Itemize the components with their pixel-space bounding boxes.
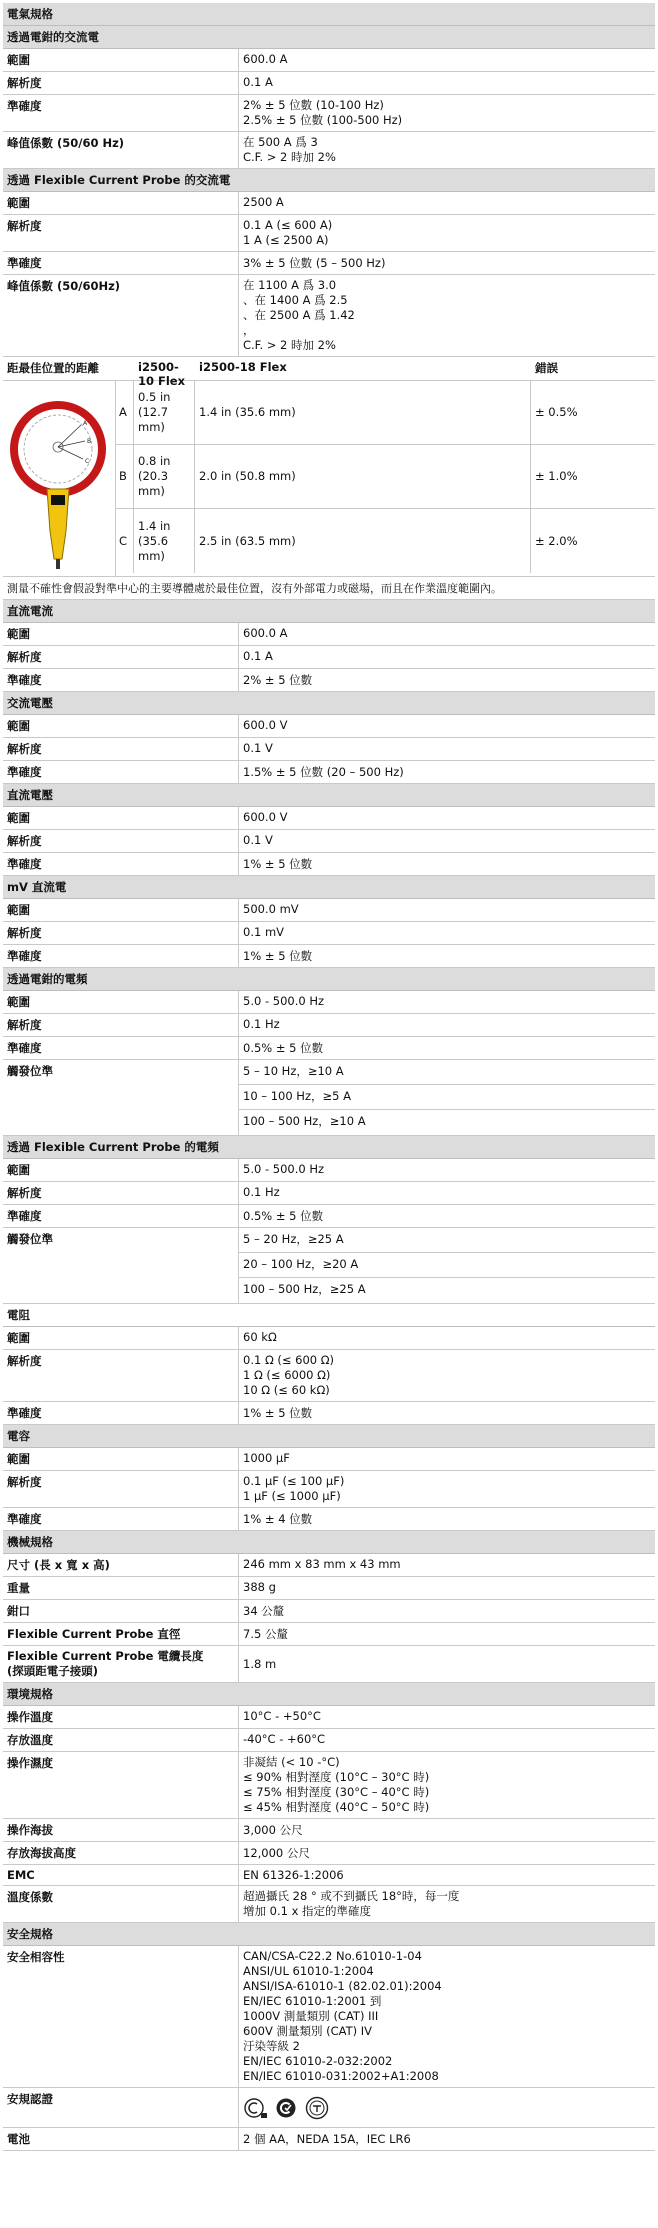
- spec-row: 存放溫度 -40°C - +60°C: [3, 1729, 655, 1752]
- flexible-probe-icon: [3, 381, 115, 573]
- agency-marks: [238, 2088, 655, 2127]
- spec-row: 溫度係數 超過攝氏 28 ° 或不到攝氏 18°時，每一度 增加 0.1 x 指定的準確度: [3, 1886, 655, 1923]
- spec-row: 重量 388 g: [3, 1577, 655, 1600]
- spec-row: Flexible Current Probe 電纜長度 (探頭距電子接頭) 1.8 m: [3, 1646, 655, 1683]
- spec-row: 範圍 1000 µF: [3, 1448, 655, 1471]
- spec-row: 準確度 0.5% ± 5 位數: [3, 1205, 655, 1228]
- spec-row: 鉗口 34 公釐: [3, 1600, 655, 1623]
- section-ac-voltage: 交流電壓: [3, 692, 655, 715]
- position-row-b: B 0.8 in (20.3 mm) 2.0 in (50.8 mm) ± 1.0%: [116, 445, 655, 509]
- svg-text:C: C: [85, 458, 90, 465]
- spec-row: 準確度 1% ± 5 位數: [3, 1402, 655, 1425]
- section-mv-dc: mV 直流電: [3, 876, 655, 899]
- spec-row: 操作濕度 非凝結 (< 10 -°C) ≤ 90% 相對溼度 (10°C – 30°C 時) ≤ 75% 相對溼度 (30°C – 40°C 時) ≤ 45% 相對溼度 (40°C – 50°C 時): [3, 1752, 655, 1819]
- spec-row: 範圍 60 kΩ: [3, 1327, 655, 1350]
- spec-row: 解析度 0.1 A (≤ 600 A) 1 A (≤ 2500 A): [3, 215, 655, 252]
- section-capacitance: 電容: [3, 1425, 655, 1448]
- spec-row: 範圍 2500 A: [3, 192, 655, 215]
- section-environmental: 環境規格: [3, 1683, 655, 1706]
- spec-row: 範圍 500.0 mV: [3, 899, 655, 922]
- spec-row: 準確度 1% ± 5 位數: [3, 945, 655, 968]
- spec-row: 解析度 0.1 mV: [3, 922, 655, 945]
- position-table: [3, 381, 655, 577]
- spec-row: 解析度 0.1 V: [3, 830, 655, 853]
- flexible-probe-diagram: [3, 381, 116, 576]
- spec-row: 解析度 0.1 Ω (≤ 600 Ω) 1 Ω (≤ 6000 Ω) 10 Ω (≤ 60 kΩ): [3, 1350, 655, 1402]
- spec-row: 解析度 0.1 Hz: [3, 1182, 655, 1205]
- spec-row: 操作海拔 3,000 公尺: [3, 1819, 655, 1842]
- spec-row: 安規認證: [3, 2088, 655, 2128]
- section-freq-clamp: 透過電鉗的電頻: [3, 968, 655, 991]
- spec-row: 尺寸 (長 x 寬 x 高) 246 mm x 83 mm x 43 mm: [3, 1554, 655, 1577]
- spec-row: 峰值係數 (50/60 Hz) 在 500 A 爲 3 C.F. > 2 時加 2%: [3, 132, 655, 169]
- spec-row: 峰值係數 (50/60Hz) 在 1100 A 爲 3.0 、在 1400 A 爲 2.5 、在 2500 A 爲 1.42 ， C.F. > 2 時加 2%: [3, 275, 655, 357]
- spec-row: 範圍 600.0 V: [3, 807, 655, 830]
- spec-row: 解析度 0.1 µF (≤ 100 µF) 1 µF (≤ 1000 µF): [3, 1471, 655, 1508]
- section-safety: 安全規格: [3, 1923, 655, 1946]
- spec-row: 範圍 5.0 - 500.0 Hz: [3, 1159, 655, 1182]
- spec-row: 範圍 600.0 A: [3, 49, 655, 72]
- spec-row: 解析度 0.1 V: [3, 738, 655, 761]
- spec-row: 準確度 1% ± 4 位數: [3, 1508, 655, 1531]
- section-dc-current: 直流電流: [3, 600, 655, 623]
- position-row-a: A 0.5 in (12.7 mm) 1.4 in (35.6 mm) ± 0.5%: [116, 381, 655, 445]
- spec-row: 準確度 1% ± 5 位數: [3, 853, 655, 876]
- csa-us-mark-icon: [243, 2097, 267, 2119]
- position-header: 距最佳位置的距離 i2500-10 Flex i2500-18 Flex 錯誤: [3, 357, 655, 381]
- spec-row: 準確度 0.5% ± 5 位數: [3, 1037, 655, 1060]
- spec-row: 準確度 2% ± 5 位數: [3, 669, 655, 692]
- section-ac-flex: 透過 Flexible Current Probe 的交流電: [3, 169, 655, 192]
- c-tick-mark-icon: [275, 2097, 297, 2119]
- position-row-c: C 1.4 in (35.6 mm) 2.5 in (63.5 mm) ± 2.0%: [116, 509, 655, 573]
- spec-row: 準確度 2% ± 5 位數 (10-100 Hz) 2.5% ± 5 位數 (100-500 Hz): [3, 95, 655, 132]
- spec-row: 解析度 0.1 A: [3, 72, 655, 95]
- spec-row: 安全相容性 CAN/CSA-C22.2 No.61010-1-04 ANSI/UL 61010-1:2004 ANSI/ISA-61010-1 (82.02.01):2004 EN/IEC 61010-1:2001 到 1000V 測量類別 (CAT) III 600V 測量類別 (CAT) IV 汙染等級 2 EN/IEC 61010-2-032:2002 EN/IEC 61010-031:2002+A1:2008: [3, 1946, 655, 2088]
- spec-row: 範圍 600.0 A: [3, 623, 655, 646]
- spec-row: 存放海拔高度 12,000 公尺: [3, 1842, 655, 1865]
- spec-row: 準確度 1.5% ± 5 位數 (20 – 500 Hz): [3, 761, 655, 784]
- section-dc-voltage: 直流電壓: [3, 784, 655, 807]
- section-mechanical: 機械規格: [3, 1531, 655, 1554]
- spec-row: 準確度 3% ± 5 位數 (5 – 500 Hz): [3, 252, 655, 275]
- section-ac-clamp: 透過電鉗的交流電: [3, 26, 655, 49]
- spec-row: 觸發位準 5 – 10 Hz，≥10 A 10 – 100 Hz，≥5 A 100 – 500 Hz，≥10 A: [3, 1060, 655, 1136]
- spec-row: 電池 2 個 AA，NEDA 15A，IEC LR6: [3, 2128, 655, 2151]
- spec-row: 解析度 0.1 A: [3, 646, 655, 669]
- svg-text:B: B: [87, 438, 92, 445]
- section-electrical: 電氣規格: [3, 3, 655, 26]
- position-note: 測量不確性會假設對準中心的主要導體處於最佳位置，沒有外部電力或磁場，而且在作業溫度範圍內。: [3, 577, 655, 600]
- spec-row: 範圍 600.0 V: [3, 715, 655, 738]
- spec-table: [3, 3, 655, 2151]
- spec-row: 解析度 0.1 Hz: [3, 1014, 655, 1037]
- spec-row: EMC EN 61326-1:2006: [3, 1865, 655, 1886]
- tuv-mark-icon: [305, 2096, 329, 2120]
- spec-row: 操作溫度 10°C - +50°C: [3, 1706, 655, 1729]
- spec-row: Flexible Current Probe 直徑 7.5 公釐: [3, 1623, 655, 1646]
- spec-row: 觸發位準 5 – 20 Hz，≥25 A 20 – 100 Hz，≥20 A 100 – 500 Hz，≥25 A: [3, 1228, 655, 1304]
- svg-text:A: A: [83, 420, 88, 427]
- section-resistance: 電阻: [3, 1304, 655, 1327]
- section-freq-flex: 透過 Flexible Current Probe 的電頻: [3, 1136, 655, 1159]
- spec-row: 範圍 5.0 - 500.0 Hz: [3, 991, 655, 1014]
